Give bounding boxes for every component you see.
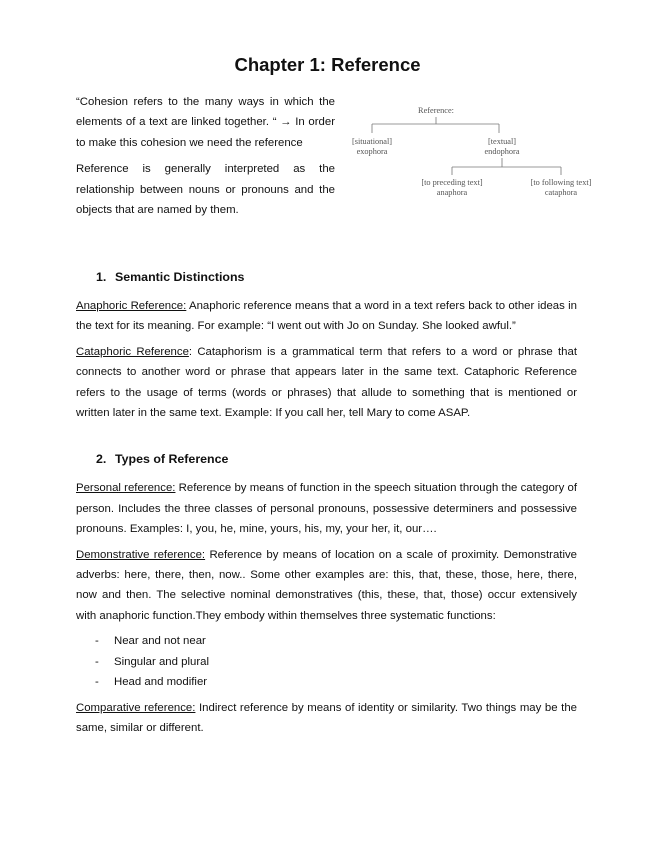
intro-block (76, 92, 335, 226)
diagram-endophora-label: endophora (484, 147, 520, 156)
list-item-text: Singular and plural (114, 655, 209, 668)
diagram-cataphora-label: cataphora (544, 188, 578, 197)
list-item-text: Head and modifier (114, 676, 208, 689)
list-item-text: Near and not near (114, 635, 206, 648)
paragraph-cataphoric-reference (76, 342, 577, 424)
section-heading-types-of-reference (76, 448, 577, 470)
diagram-endophora-bracket: [textual] (487, 137, 517, 146)
definition-text: : Cataphorism is a grammatical term that refers to a word or phrase that connects to another word or phrase that appears later in the same text. Cataphoric Reference refers to the usage of terms (words or phrases) that allude to something that is mentioned or written later in the same text. Example: If you call her, tell Mary to come ASAP. (76, 345, 577, 420)
bullet-dash: - (95, 676, 99, 689)
functions-list (76, 631, 577, 692)
paragraph-comparative-reference (76, 698, 577, 739)
bullet-dash: - (95, 655, 99, 668)
term-comparative-reference: Comparative reference: (76, 701, 196, 714)
definition-text: Indirect reference by means of identity or similarity. Two things may be the same, similar or different. (76, 701, 577, 734)
term-personal-reference: Personal reference: (76, 482, 176, 495)
term-anaphoric-reference: Anaphoric Reference: (76, 300, 187, 312)
diagram-anaphora-bracket: [to preceding text] (421, 178, 483, 187)
list-item (76, 652, 577, 672)
diagram-anaphora-label: anaphora (436, 188, 468, 197)
definition-text: Reference by means of location on a scale of proximity. Demonstrative adverbs: here, there, then, now.. Some other examples are: this, that, these, those, here, there, now and then. The selective nominal demonstratives (this, these, that, those) occur extensively with anaphoric function.They embody within themselves three systematic functions: (76, 548, 578, 622)
paragraph-personal-reference (76, 478, 577, 539)
main-content (76, 266, 577, 743)
list-item (76, 672, 577, 692)
intro-paragraph-reference: Reference is generally interpreted as the relationship between nouns or pronouns and the objects that are named by them. (76, 163, 335, 217)
paragraph-anaphoric-reference (76, 296, 577, 337)
term-cataphoric-reference: Cataphoric Reference (76, 345, 189, 358)
diagram-exophora-label: exophora (356, 147, 388, 156)
diagram-cataphora-bracket: [to following text] (530, 178, 592, 187)
section-number: 1. (96, 270, 107, 284)
page-title: Chapter 1: Reference (234, 54, 421, 75)
diagram-exophora-bracket: [situational] (351, 137, 393, 146)
section-title: Semantic Distinctions (115, 270, 245, 284)
section-spacer (76, 428, 577, 448)
definition-text: Anaphoric reference means that a word in a text refers back to other ideas in the text for its meaning. For example: “I went out with Jo on Sunday. She looked awful.” (76, 300, 577, 333)
section-heading-semantic-distinctions (76, 266, 577, 288)
section-title: Types of Reference (115, 452, 229, 467)
diagram-root-label: Reference: (418, 106, 454, 115)
list-item (76, 631, 577, 651)
bullet-dash: - (95, 635, 99, 648)
reference-tree-diagram (343, 100, 603, 205)
definition-text: Reference by means of function in the speech situation through the category of person. Includes the three classes of personal pronouns, possessive determiners and possessive pronouns. Examples: I, you, he, mine, yours, his, my, your her, it, our…. (76, 482, 577, 536)
term-demonstrative-reference: Demonstrative reference: (76, 548, 206, 561)
section-number: 2. (96, 452, 107, 467)
paragraph-demonstrative-reference (76, 545, 577, 627)
intro-paragraph-cohesion: “Cohesion refers to the many ways in which the elements of a text are linked together. “ → In order to make this cohesion we need the reference (76, 96, 335, 149)
